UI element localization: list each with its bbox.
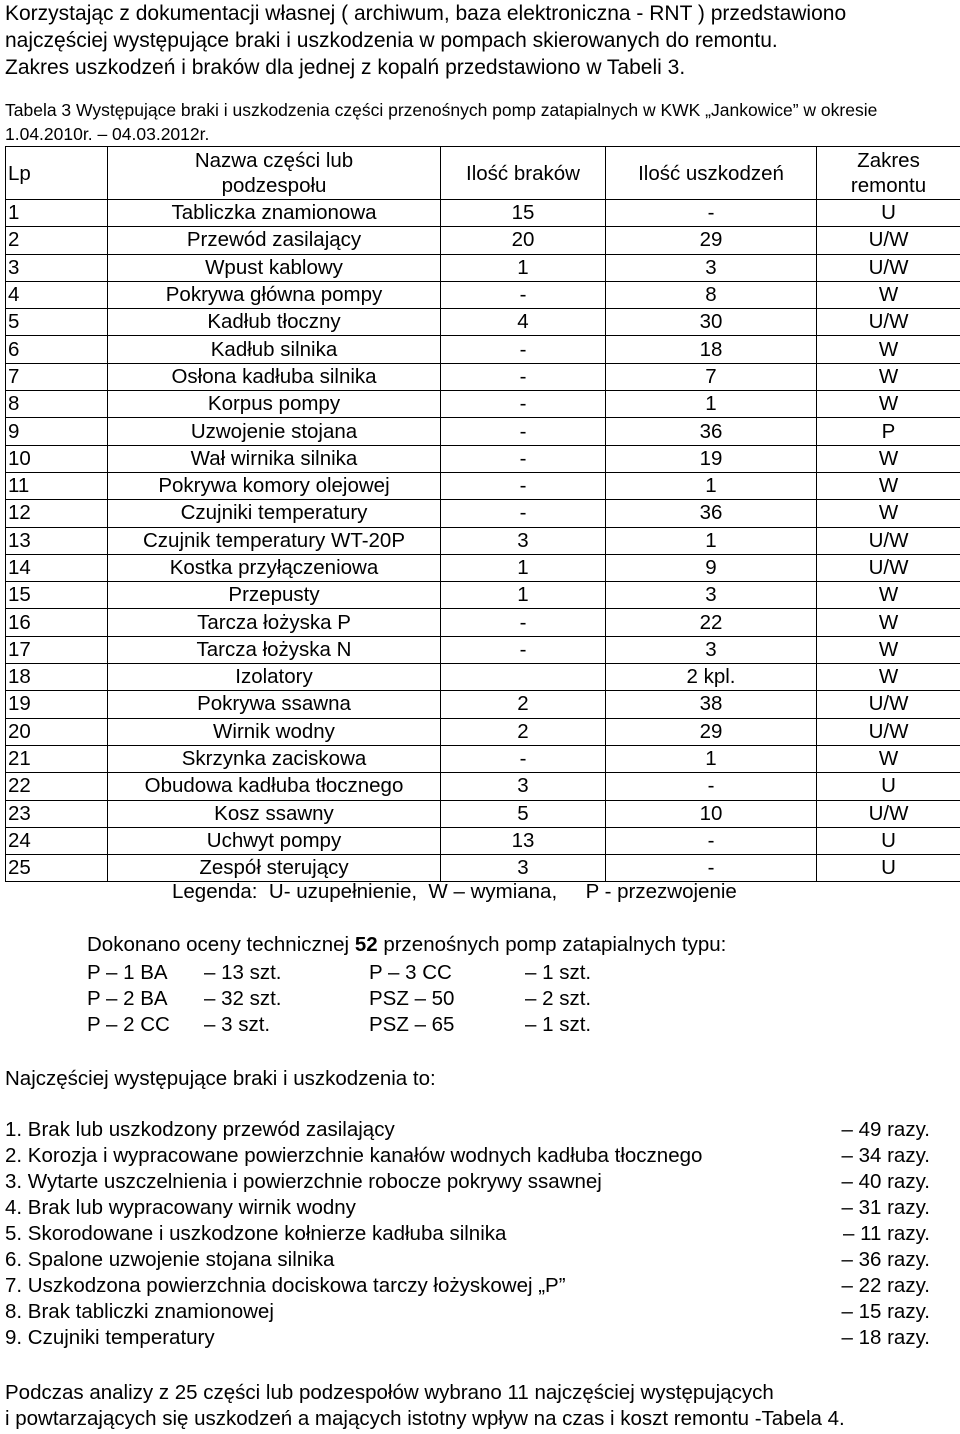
list-item <box>5 1247 930 1273</box>
cell-repair-scope: U <box>817 773 960 800</box>
fault-count: – 34 razy. <box>841 1144 930 1167</box>
header-repair-scope <box>817 147 960 200</box>
pump-type: PSZ – 50 <box>369 987 455 1010</box>
cell-part-name: Pokrywa ssawna <box>108 691 441 718</box>
cell-lp: 4 <box>6 281 108 308</box>
cell-repair-scope: W <box>817 336 960 363</box>
list-item <box>5 1143 930 1169</box>
fault-count: – 40 razy. <box>841 1170 930 1193</box>
cell-repair-scope: W <box>817 582 960 609</box>
table-row <box>6 527 960 554</box>
cell-lp: 23 <box>6 800 108 827</box>
faults-list <box>5 1117 930 1351</box>
cell-repair-scope: W <box>817 664 960 691</box>
fault-description: 7. Uszkodzona powierzchnia dociskowa tarczy łożyskowej „P” <box>5 1274 566 1297</box>
cell-lp: 5 <box>6 309 108 336</box>
cell-damages: 3 <box>606 254 817 281</box>
table-row <box>6 718 960 745</box>
cell-repair-scope: U <box>817 855 960 882</box>
table-row <box>6 855 960 882</box>
pump-quantity: – 1 szt. <box>525 961 592 984</box>
cell-defects: - <box>441 472 606 499</box>
cell-damages: - <box>606 773 817 800</box>
table-row <box>6 281 960 308</box>
cell-damages: - <box>606 855 817 882</box>
fault-description: 6. Spalone uzwojenie stojana silnika <box>5 1248 335 1271</box>
cell-part-name: Czujniki temperatury <box>108 500 441 527</box>
summary-line: Podczas analizy z 25 części lub podzespołów wybrano 11 najczęściej występujących <box>5 1381 774 1404</box>
cell-part-name: Izolatory <box>108 664 441 691</box>
header-repair-scope-line: remontu <box>850 174 927 197</box>
cell-lp: 15 <box>6 582 108 609</box>
cell-lp: 7 <box>6 363 108 390</box>
cell-repair-scope: W <box>817 745 960 772</box>
cell-lp: 14 <box>6 554 108 581</box>
cell-part-name: Przepusty <box>108 582 441 609</box>
cell-part-name: Wał wirnika silnika <box>108 445 441 472</box>
cell-defects: 4 <box>441 309 606 336</box>
cell-damages: 1 <box>606 472 817 499</box>
cell-damages: 1 <box>606 391 817 418</box>
fault-count: – 49 razy. <box>841 1118 930 1141</box>
cell-damages: 1 <box>606 745 817 772</box>
cell-part-name: Wirnik wodny <box>108 718 441 745</box>
cell-damages: 36 <box>606 418 817 445</box>
cell-damages: 29 <box>606 227 817 254</box>
faults-heading: Najczęściej występujące braki i uszkodzenia to: <box>5 1067 436 1090</box>
cell-defects: 13 <box>441 827 606 854</box>
cell-defects: 2 <box>441 691 606 718</box>
cell-lp: 18 <box>6 664 108 691</box>
fault-description: 3. Wytarte uszczelnienia i powierzchnie robocze pokrywy ssawnej <box>5 1170 602 1193</box>
cell-part-name: Tarcza łożyska P <box>108 609 441 636</box>
cell-repair-scope: U/W <box>817 691 960 718</box>
fault-description: 2. Korozja i wypracowane powierzchnie kanałów wodnych kadłuba tłocznego <box>5 1144 703 1167</box>
intro-line: najczęściej występujące braki i uszkodzenia w pompach skierowanych do remontu. <box>5 29 778 52</box>
header-defects: Ilość braków <box>441 147 606 200</box>
cell-defects: - <box>441 500 606 527</box>
fault-count: – 31 razy. <box>841 1196 930 1219</box>
cell-damages: 3 <box>606 636 817 663</box>
header-repair-scope-line: Zakres <box>857 149 920 172</box>
summary-line: i powtarzających się uszkodzeń a mających istotny wpływ na czas i koszt remontu -Tabela 4. <box>5 1407 845 1430</box>
fault-description: 1. Brak lub uszkodzony przewód zasilający <box>5 1118 395 1141</box>
table-row <box>6 472 960 499</box>
cell-defects: - <box>441 336 606 363</box>
cell-damages: 7 <box>606 363 817 390</box>
cell-defects: - <box>441 391 606 418</box>
cell-damages: 1 <box>606 527 817 554</box>
fault-description: 5. Skorodowane i uszkodzone kołnierze kadłuba silnika <box>5 1222 507 1245</box>
cell-part-name: Uchwyt pompy <box>108 827 441 854</box>
pump-quantity: – 3 szt. <box>204 1013 271 1036</box>
cell-defects: 5 <box>441 800 606 827</box>
cell-lp: 2 <box>6 227 108 254</box>
cell-lp: 9 <box>6 418 108 445</box>
table-row <box>6 200 960 227</box>
header-part-name-line: podzespołu <box>221 174 327 197</box>
header-lp: Lp <box>6 147 108 200</box>
pump-type: P – 2 BA <box>87 987 168 1010</box>
cell-defects: - <box>441 281 606 308</box>
header-part-name <box>108 147 441 200</box>
fault-description: 8. Brak tabliczki znamionowej <box>5 1300 274 1323</box>
assessment-count: 52 <box>354 933 378 956</box>
cell-lp: 13 <box>6 527 108 554</box>
cell-repair-scope: W <box>817 609 960 636</box>
cell-repair-scope: W <box>817 500 960 527</box>
cell-lp: 19 <box>6 691 108 718</box>
cell-lp: 8 <box>6 391 108 418</box>
cell-defects: - <box>441 418 606 445</box>
assessment-line <box>87 932 726 958</box>
pump-type: P – 1 BA <box>87 961 168 984</box>
cell-defects: 3 <box>441 773 606 800</box>
pump-type: P – 2 CC <box>87 1013 170 1036</box>
cell-lp: 24 <box>6 827 108 854</box>
cell-repair-scope: U/W <box>817 227 960 254</box>
header-damages: Ilość uszkodzeń <box>606 147 817 200</box>
list-item <box>5 1325 930 1351</box>
list-item <box>5 1273 930 1299</box>
fault-count: – 36 razy. <box>841 1248 930 1271</box>
pump-quantity: – 1 szt. <box>525 1013 592 1036</box>
list-item <box>5 1195 930 1221</box>
cell-lp: 6 <box>6 336 108 363</box>
cell-repair-scope: U/W <box>817 554 960 581</box>
assessment-suffix: przenośnych pomp zatapialnych typu: <box>377 933 727 956</box>
cell-lp: 11 <box>6 472 108 499</box>
table-row <box>6 664 960 691</box>
cell-damages: 3 <box>606 582 817 609</box>
cell-defects: - <box>441 445 606 472</box>
cell-repair-scope: U/W <box>817 309 960 336</box>
cell-defects: - <box>441 363 606 390</box>
cell-defects: 3 <box>441 527 606 554</box>
cell-damages: - <box>606 200 817 227</box>
cell-lp: 22 <box>6 773 108 800</box>
intro-paragraph <box>5 0 955 81</box>
cell-repair-scope: U/W <box>817 800 960 827</box>
caption-line: Tabela 3 Występujące braki i uszkodzenia części przenośnych pomp zatapialnych w KWK „Jankowice” w okresie <box>5 100 878 120</box>
cell-lp: 20 <box>6 718 108 745</box>
cell-lp: 3 <box>6 254 108 281</box>
fault-count: – 11 razy. <box>843 1222 930 1245</box>
cell-lp: 16 <box>6 609 108 636</box>
cell-repair-scope: W <box>817 445 960 472</box>
cell-part-name: Wpust kablowy <box>108 254 441 281</box>
table-row <box>6 254 960 281</box>
cell-part-name: Osłona kadłuba silnika <box>108 363 441 390</box>
table-caption <box>5 98 955 146</box>
cell-defects: 1 <box>441 582 606 609</box>
pump-type: P – 3 CC <box>369 961 452 984</box>
fault-count: – 22 razy. <box>841 1274 930 1297</box>
cell-damages: 29 <box>606 718 817 745</box>
cell-damages: - <box>606 827 817 854</box>
cell-part-name: Tabliczka znamionowa <box>108 200 441 227</box>
table-row <box>6 582 960 609</box>
cell-part-name: Pokrywa komory olejowej <box>108 472 441 499</box>
cell-part-name: Skrzynka zaciskowa <box>108 745 441 772</box>
fault-count: – 15 razy. <box>841 1300 930 1323</box>
cell-damages: 8 <box>606 281 817 308</box>
cell-part-name: Kadłub tłoczny <box>108 309 441 336</box>
fault-count: – 18 razy. <box>841 1326 930 1349</box>
assessment-prefix: Dokonano oceny technicznej <box>87 933 355 956</box>
cell-part-name: Kostka przyłączeniowa <box>108 554 441 581</box>
cell-part-name: Czujnik temperatury WT-20P <box>108 527 441 554</box>
table-row <box>6 773 960 800</box>
cell-part-name: Tarcza łożyska N <box>108 636 441 663</box>
table-row <box>6 609 960 636</box>
defects-table <box>5 146 960 882</box>
cell-defects: - <box>441 745 606 772</box>
cell-lp: 12 <box>6 500 108 527</box>
caption-line: 1.04.2010r. – 04.03.2012r. <box>5 124 210 144</box>
cell-defects: 15 <box>441 200 606 227</box>
table-row <box>6 800 960 827</box>
intro-line: Korzystając z dokumentacji własnej ( archiwum, baza elektroniczna - RNT ) przedstawiono <box>5 2 847 25</box>
table-row <box>6 445 960 472</box>
cell-part-name: Korpus pompy <box>108 391 441 418</box>
cell-repair-scope: W <box>817 391 960 418</box>
cell-part-name: Pokrywa główna pompy <box>108 281 441 308</box>
cell-lp: 17 <box>6 636 108 663</box>
pump-quantity: – 13 szt. <box>204 961 282 984</box>
cell-damages: 2 kpl. <box>606 664 817 691</box>
cell-part-name: Obudowa kadłuba tłocznego <box>108 773 441 800</box>
cell-damages: 30 <box>606 309 817 336</box>
cell-lp: 10 <box>6 445 108 472</box>
list-item <box>5 1169 930 1195</box>
cell-damages: 19 <box>606 445 817 472</box>
cell-part-name: Kosz ssawny <box>108 800 441 827</box>
cell-repair-scope: U/W <box>817 527 960 554</box>
cell-part-name: Uzwojenie stojana <box>108 418 441 445</box>
list-item <box>5 1117 930 1143</box>
table-legend: Legenda: U- uzupełnienie, W – wymiana, P - przezwojenie <box>172 880 737 903</box>
cell-damages: 10 <box>606 800 817 827</box>
cell-damages: 9 <box>606 554 817 581</box>
list-item <box>5 1299 930 1325</box>
cell-repair-scope: W <box>817 281 960 308</box>
cell-repair-scope: W <box>817 472 960 499</box>
table-row <box>6 363 960 390</box>
table-row <box>6 827 960 854</box>
fault-description: 9. Czujniki temperatury <box>5 1326 215 1349</box>
cell-repair-scope: U/W <box>817 718 960 745</box>
table-row <box>6 418 960 445</box>
table-row <box>6 336 960 363</box>
header-part-name-line: Nazwa części lub <box>194 149 354 172</box>
cell-defects: 3 <box>441 855 606 882</box>
fault-description: 4. Brak lub wypracowany wirnik wodny <box>5 1196 356 1219</box>
table-row <box>6 745 960 772</box>
cell-repair-scope: W <box>817 636 960 663</box>
cell-lp: 21 <box>6 745 108 772</box>
table-header-row <box>6 147 960 200</box>
cell-repair-scope: W <box>817 363 960 390</box>
list-item <box>5 1221 930 1247</box>
cell-damages: 18 <box>606 336 817 363</box>
cell-damages: 38 <box>606 691 817 718</box>
pump-quantity: – 2 szt. <box>525 987 592 1010</box>
cell-defects: - <box>441 636 606 663</box>
table-row <box>6 227 960 254</box>
cell-repair-scope: U <box>817 827 960 854</box>
cell-defects <box>441 664 606 691</box>
table-row <box>6 636 960 663</box>
pump-quantity: – 32 szt. <box>204 987 282 1010</box>
summary-paragraph <box>5 1380 955 1432</box>
cell-defects: 1 <box>441 254 606 281</box>
cell-damages: 22 <box>606 609 817 636</box>
cell-lp: 25 <box>6 855 108 882</box>
table-row <box>6 500 960 527</box>
table-row <box>6 391 960 418</box>
cell-part-name: Kadłub silnika <box>108 336 441 363</box>
cell-damages: 36 <box>606 500 817 527</box>
table-row <box>6 309 960 336</box>
cell-part-name: Zespół sterujący <box>108 855 441 882</box>
intro-line: Zakres uszkodzeń i braków dla jednej z kopalń przedstawiono w Tabeli 3. <box>5 56 686 79</box>
cell-defects: - <box>441 609 606 636</box>
cell-lp: 1 <box>6 200 108 227</box>
pump-type: PSZ – 65 <box>369 1013 455 1036</box>
table-row <box>6 691 960 718</box>
cell-repair-scope: U <box>817 200 960 227</box>
cell-part-name: Przewód zasilający <box>108 227 441 254</box>
cell-defects: 2 <box>441 718 606 745</box>
cell-defects: 1 <box>441 554 606 581</box>
table-body <box>6 200 960 882</box>
table-row <box>6 554 960 581</box>
cell-defects: 20 <box>441 227 606 254</box>
cell-repair-scope: P <box>817 418 960 445</box>
cell-repair-scope: U/W <box>817 254 960 281</box>
